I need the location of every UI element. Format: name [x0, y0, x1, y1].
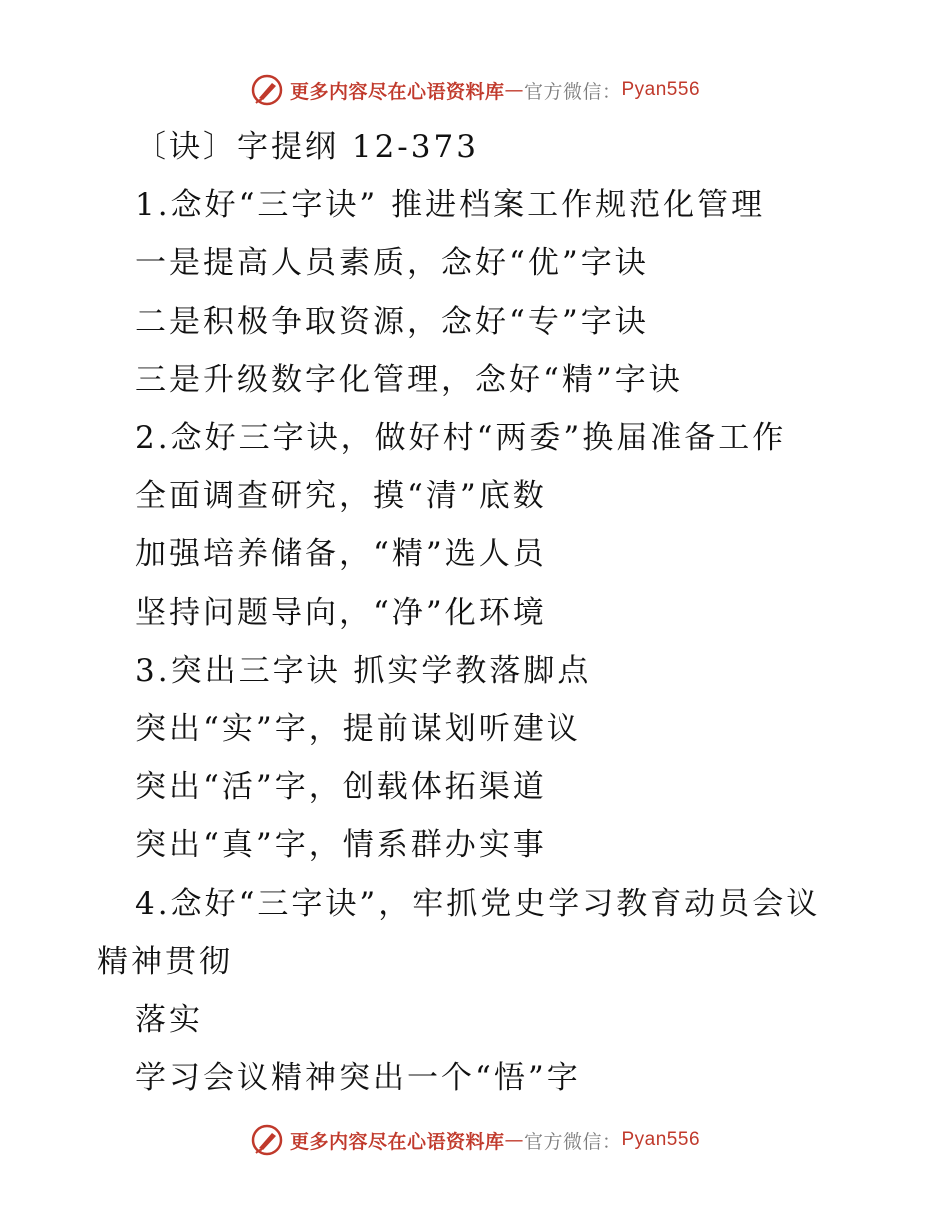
header-banner: [0, 70, 950, 110]
footer-banner: [0, 1120, 950, 1160]
banner-dash: —: [504, 1129, 524, 1151]
banner-wechat-id: Pyan556: [621, 79, 701, 100]
doc-line: 一是提高人员素质，念好“优”字诀: [135, 245, 649, 282]
doc-heading-4-continued: 精神贯彻: [97, 943, 233, 980]
doc-line: 突出“真”字，情系群办实事: [135, 827, 547, 864]
doc-line: 坚持问题导向，“净”化环境: [135, 594, 547, 631]
banner-wechat-id: Pyan556: [621, 1129, 701, 1150]
doc-line: 加强培养储备，“精”选人员: [135, 536, 547, 573]
doc-heading-1: 1.念好“三字诀” 推进档案工作规范化管理: [135, 187, 766, 224]
banner-main-text: 更多内容尽在心语资料库: [289, 1130, 505, 1153]
banner-sub-text: 官方微信：: [523, 80, 622, 103]
doc-line: 学习会议精神突出一个“悟”字: [135, 1060, 581, 1097]
banner-dash: —: [504, 79, 524, 101]
doc-heading-3: 3.突出三字诀 抓实学教落脚点: [135, 652, 592, 689]
doc-line: 三是升级数字化管理，念好“精”字诀: [135, 361, 683, 398]
doc-line: 二是积极争取资源，念好“专”字诀: [135, 303, 649, 340]
document-body: [97, 118, 877, 1107]
doc-title: 〔诀〕字提纲 12-373: [135, 129, 479, 165]
doc-line: 突出“活”字，创载体拓渠道: [135, 769, 547, 806]
pen-logo-icon: [250, 73, 284, 107]
doc-line: 突出“实”字，提前谋划听建议: [135, 711, 581, 748]
pen-logo-icon: [250, 1123, 284, 1157]
doc-heading-4: 4.念好“三字诀”，牢抓党史学习教育动员会议: [135, 885, 821, 922]
banner-main-text: 更多内容尽在心语资料库: [289, 80, 505, 103]
doc-heading-2: 2.念好三字诀，做好村“两委”换届准备工作: [135, 420, 787, 457]
banner-sub-text: 官方微信：: [523, 1130, 622, 1153]
doc-line: 全面调查研究，摸“清”底数: [135, 478, 547, 515]
doc-line: 落实: [135, 1002, 203, 1039]
